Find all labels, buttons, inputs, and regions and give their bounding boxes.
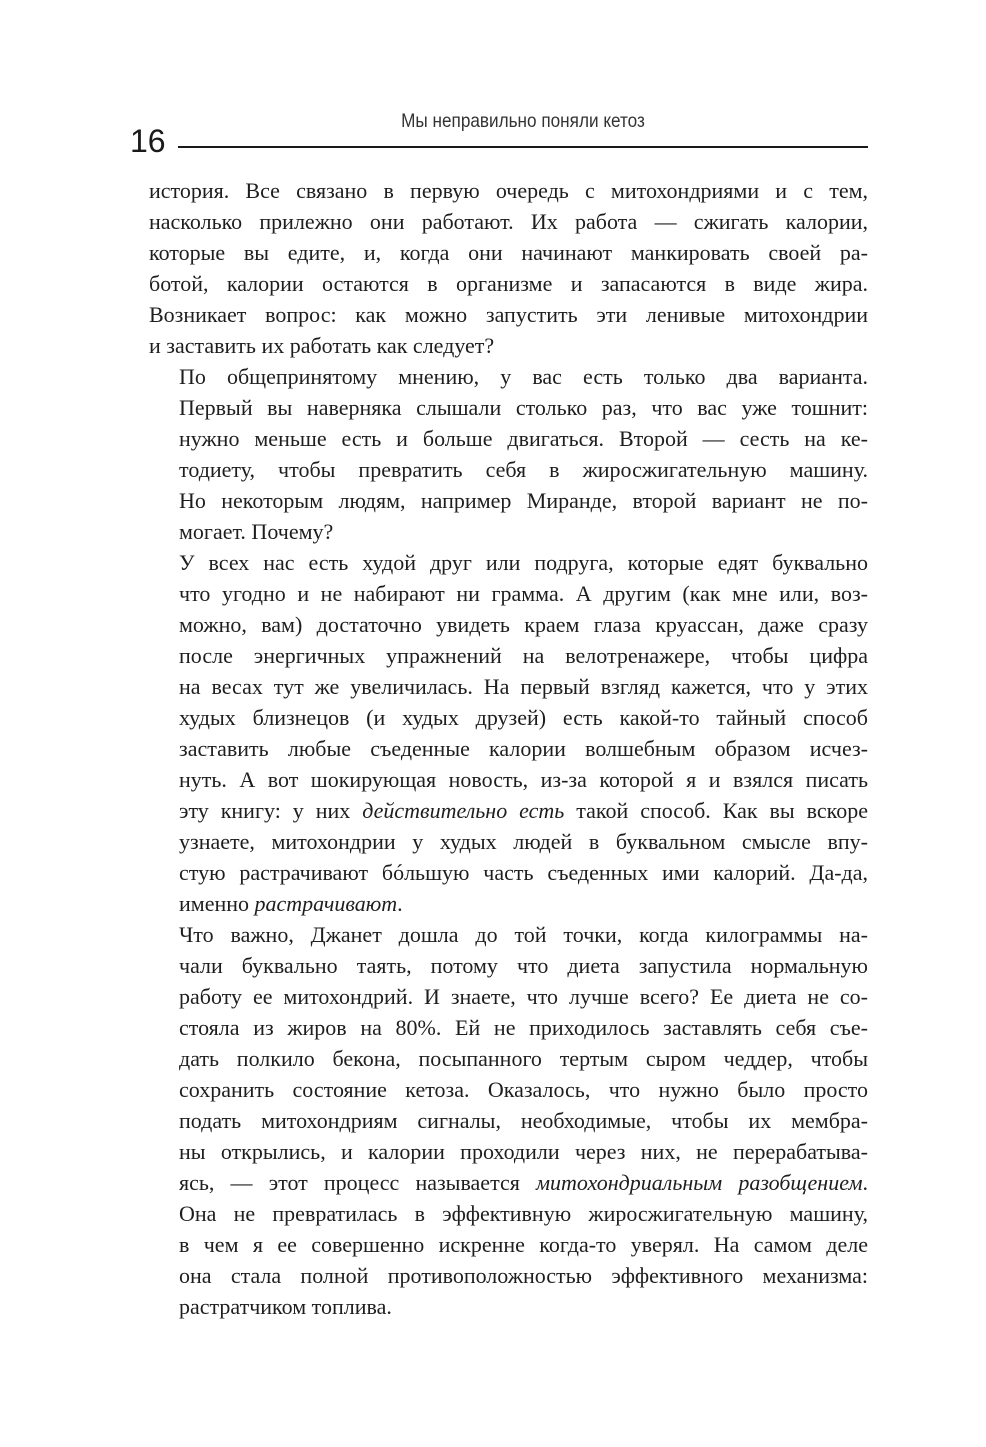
text-line: стояла из жиров на 80%. Ей не приходилось заставлять себя съе- [179, 1015, 868, 1040]
italic-emphasis: растрачивают [254, 891, 398, 916]
italic-emphasis: митохондриальным разобщением [535, 1170, 863, 1195]
text-line: сохранить состояние кетоза. Оказалось, что нужно было просто [179, 1077, 868, 1102]
text-line: Но некоторым людям, например Миранде, второй вариант не по- [179, 488, 868, 513]
text-run: именно [179, 891, 255, 916]
text-run: эту книгу: у них [179, 798, 363, 823]
paragraph-3 [149, 547, 868, 919]
text-line: история. Все связано в первую очередь с митохондриями и с тем, [149, 178, 868, 203]
text-line: узнаете, митохондрии у худых людей в буквальном смысле впу- [179, 829, 868, 854]
text-line: ботой, калории остаются в организме и запасаются в виде жира. [149, 271, 868, 296]
text-line: растратчиком топлива. [179, 1294, 392, 1319]
text-line: подать митохондриям сигналы, необходимые, чтобы их мембра- [179, 1108, 868, 1133]
text-line: заставить любые съеденные калории волшебным образом исчез- [179, 736, 868, 761]
text-line [149, 795, 868, 826]
text-run: такой способ. Как вы вскоре [564, 798, 868, 823]
text-line: на весах тут же увеличилась. На первый взгляд кажется, что у этих [179, 674, 868, 699]
text-line: нуть. А вот шокирующая новость, из-за которой я и взялся писать [179, 767, 868, 792]
header-rule [178, 146, 868, 148]
text-line: нужно меньше есть и больше двигаться. Второй — сесть на ке- [179, 426, 868, 451]
italic-emphasis: действительно есть [362, 798, 565, 823]
text-line: Первый вы наверняка слышали столько раз, что вас уже тошнит: [179, 395, 868, 420]
text-line: она стала полной противоположностью эффективного механизма: [179, 1263, 868, 1288]
text-run: . [397, 891, 403, 916]
text-line: тодиету, чтобы превратить себя в жиросжигательную машину. [179, 457, 868, 482]
body-text [149, 175, 868, 1322]
text-line: дать полкило бекона, посыпанного тертым сыром чеддер, чтобы [179, 1046, 868, 1071]
page-number: 16 [130, 123, 166, 159]
text-line: чали буквально таять, потому что диета запустила нормальную [179, 953, 868, 978]
text-line: в чем я ее совершенно искренне когда-то уверял. На самом деле [179, 1232, 868, 1257]
text-line: могает. Почему? [179, 519, 334, 544]
text-line: Она не превратилась в эффективную жиросжигательную машину, [179, 1201, 868, 1226]
text-line: после энергичных упражнений на велотренажере, чтобы цифра [179, 643, 868, 668]
text-line: работу ее митохондрий. И знаете, что лучше всего? Ее диета не со- [179, 984, 868, 1009]
text-line: насколько прилежно они работают. Их работа — сжигать калории, [149, 209, 868, 234]
paragraph-2 [149, 361, 868, 547]
text-line [149, 1167, 868, 1198]
paragraph-4 [149, 919, 868, 1322]
text-line: У всех нас есть худой друг или подруга, которые едят буквально [179, 550, 868, 575]
text-run: ясь, — этот процесс называется [179, 1170, 536, 1195]
text-run: . [862, 1170, 868, 1195]
text-line: По общепринятому мнению, у вас есть только два варианта. [179, 364, 868, 389]
text-line: можно, вам) достаточно увидеть краем глаза круассан, даже сразу [179, 612, 868, 637]
text-line: которые вы едите, и, когда они начинают манкировать своей ра- [149, 240, 868, 265]
text-line: Возникает вопрос: как можно запустить эти ленивые митохондрии [149, 302, 868, 327]
text-line: стую растрачивают бóльшую часть съеденных ими калорий. Да-да, [179, 860, 868, 885]
text-line: что угодно и не набирают ни грамма. А другим (как мне или, воз- [179, 581, 868, 606]
text-line: и заставить их работать как следует? [149, 333, 495, 358]
text-line: худых близнецов (и худых друзей) есть какой-то тайный способ [179, 705, 868, 730]
text-line [149, 888, 868, 919]
paragraph-1 [149, 175, 868, 361]
text-line: ны открылись, и калории проходили через них, не перерабатыва- [179, 1139, 868, 1164]
text-line: Что важно, Джанет дошла до той точки, когда килограммы на- [179, 922, 868, 947]
running-header-title: Мы неправильно поняли кетоз [401, 110, 645, 132]
